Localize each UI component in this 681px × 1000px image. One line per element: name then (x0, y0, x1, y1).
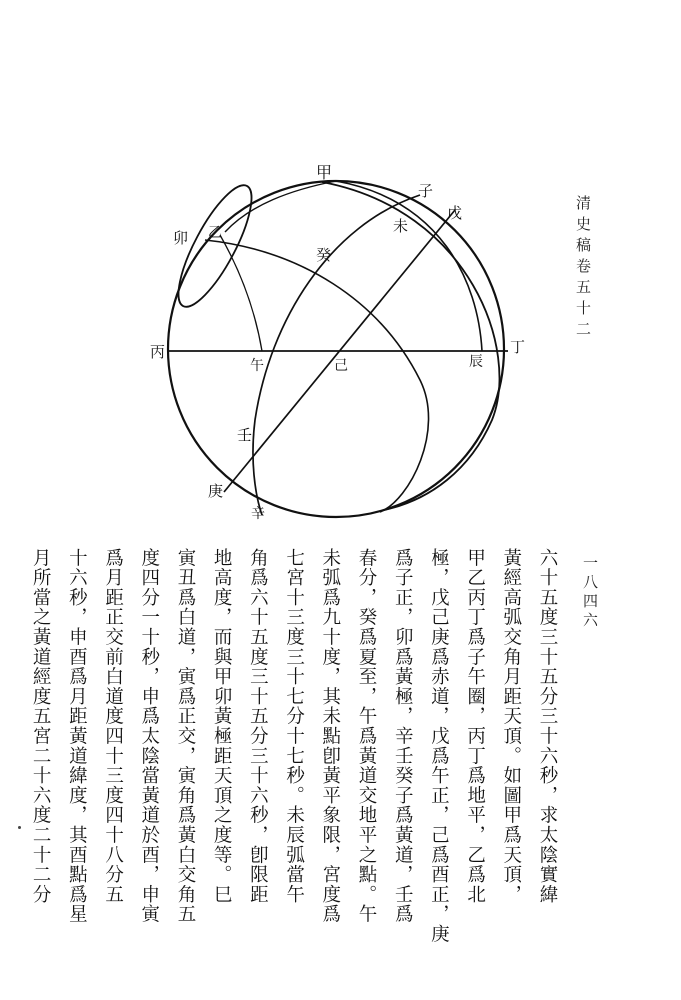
label-zi: 子 (418, 182, 434, 200)
running-head: 清史稿卷五十二 (574, 195, 592, 342)
text-column: 甲乙丙丁爲子午圈，丙丁爲地平，乙爲北 (464, 548, 486, 905)
label-ren: 壬 (237, 426, 253, 444)
equator-arc (322, 182, 499, 510)
stray-ink-dot (18, 826, 21, 829)
label-gui: 癸 (316, 246, 332, 264)
text-column: 春分，癸爲夏至，午爲黃道交地平之點。午 (355, 548, 377, 925)
text-column: 爲子正，卯爲黃極，辛壬癸子爲黃道，壬爲 (392, 548, 414, 925)
arc-jia-yi (225, 181, 336, 232)
arc-yi-xin (205, 240, 429, 512)
text-column: 角爲六十五度三十五分三十六秒，卽限距 (247, 548, 269, 905)
text-column: 黃經高弧交角月距天頂。如圖甲爲天頂， (500, 548, 522, 905)
label-wu-noon: 午 (250, 358, 264, 374)
label-jia: 甲 (316, 163, 333, 182)
text-column: 寅丑爲白道，寅爲正交，寅角爲黃白交角五 (174, 548, 196, 925)
label-wu: 戊 (447, 204, 463, 222)
text-column: 地高度，而與甲卯黃極距天頂之度等。巳 (211, 548, 233, 905)
label-yi: 乙 (208, 225, 222, 241)
label-xin: 辛 (251, 506, 265, 522)
label-mao: 卯 (173, 229, 189, 247)
label-ji: 己 (334, 358, 348, 374)
text-column: 七宮十三度三十七分十七秒。未辰弧當午 (283, 548, 305, 905)
text-column: 未弧爲九十度，其未點卽黃平象限，宮度爲 (319, 548, 341, 925)
label-chen: 辰 (469, 354, 483, 370)
text-column: 爲月距正交前白道度四十三度四十八分五 (102, 548, 124, 905)
text-column: 極，戊己庚爲赤道，戊爲午正，己爲酉正，庚 (428, 548, 450, 944)
label-ding: 丁 (510, 338, 526, 356)
body-text (30, 548, 565, 953)
page-number: 一八四六 (581, 555, 599, 631)
label-wei: 未 (393, 217, 409, 235)
arc-yi-wu (220, 235, 262, 351)
text-column: 十六秒，申酉爲月距黃道緯度，其酉點爲星 (66, 548, 88, 925)
text-column: 月所當之黃道經度五宮二十六度二十二分 (30, 548, 52, 905)
text-column: 度四分一十秒，申爲太陰當黃道於酉，申寅 (138, 548, 160, 925)
label-geng: 庚 (208, 482, 224, 500)
text-column: 六十五度三十五分三十六秒，求太陰實緯 (537, 548, 558, 905)
label-bing: 丙 (150, 343, 166, 361)
